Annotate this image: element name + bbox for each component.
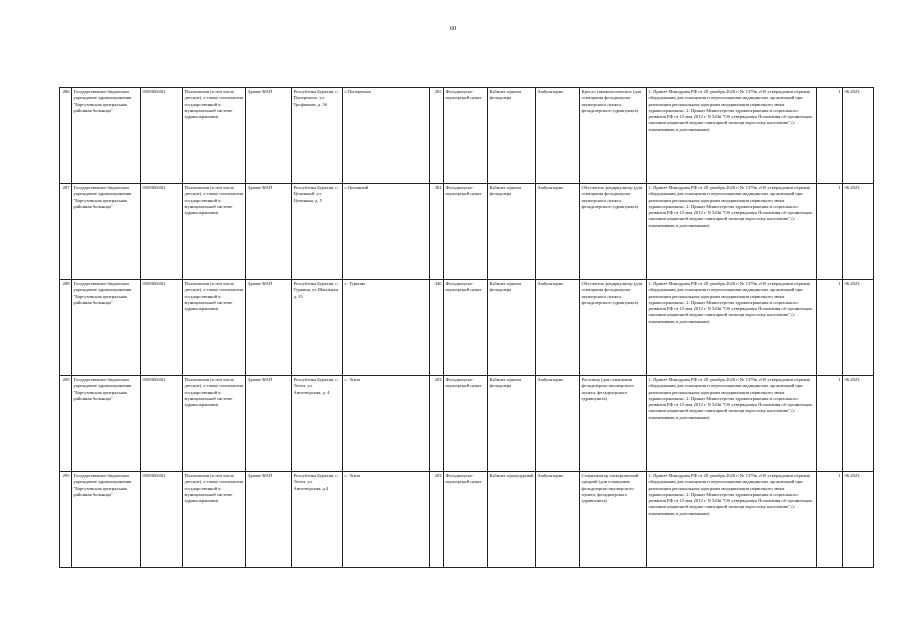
cell-code: 0305002002 <box>141 184 183 280</box>
cell-care: Амбулаторно <box>536 88 580 184</box>
cell-scope: Полномочия (в том числе детские), а также полномочия государственной в муниципальной системе здравоохранения. <box>183 280 246 376</box>
cell-scope: Полномочия (в том числе детские), а также полномочия государственной в муниципальной системе здравоохранения. <box>183 472 246 568</box>
cell-org: Государственное бюджетное учреждение здравоохранения "Баргузинская центральная районная больница" <box>72 376 141 472</box>
cell-unit: Фельдшерско-акушерский пункт <box>444 88 488 184</box>
cell-qty: 1 <box>817 184 843 280</box>
cell-population: 381 <box>430 184 444 280</box>
equipment-table <box>59 87 874 568</box>
cell-qty: 1 <box>817 376 843 472</box>
cell-population: 203 <box>430 376 444 472</box>
cell-equipment: Кресло гинекологическое (для оснащения фельдшерско-акушерского пункта, фельдшерского здравпункта) <box>580 88 647 184</box>
cell-address: Республика Бурятия, с. Эгита, ул. Автотворская, д.4 <box>292 472 343 568</box>
cell-no: 290 <box>60 472 72 568</box>
cell-settlement: с. Эгита <box>343 472 430 568</box>
cell-date: 06.2023 <box>843 184 874 280</box>
cell-settlement: с. Туркина <box>343 280 430 376</box>
table-row <box>60 184 874 280</box>
cell-no: 286 <box>60 88 72 184</box>
cell-qty: 1 <box>817 280 843 376</box>
cell-unit: Фельдшерско-акушерский пункт <box>444 280 488 376</box>
cell-date: 06.2023 <box>843 280 874 376</box>
cell-room: Кабинет приема фельдшера <box>488 88 536 184</box>
cell-type: Здание ФАП <box>246 184 292 280</box>
cell-no: 288 <box>60 280 72 376</box>
cell-code: 0305002002 <box>141 472 183 568</box>
cell-address: Республика Бурятия, с. Туркина, ул.Школьная, д. 15 <box>292 280 343 376</box>
table-row <box>60 472 874 568</box>
cell-basis: 1. Приказ Минздрава РФ от 28 декабря 2020 г. № 1379н «Об утверждении перечня оборудования для оснащения и переоснащения медицинских организаций при реализации региональных программ модернизации первичного звена здравоохранения». 2. Приказ Министерства здравоохранения и социального развития РФ от 15 мая 2012 г. N 543н "Об утверждении Положения об организации оказания первичной медико-санитарной помощи взрослому населению" (с изменениями и дополнениями) <box>647 376 817 472</box>
cell-population: 203 <box>430 472 444 568</box>
cell-date: 06.2023 <box>843 88 874 184</box>
table-row <box>60 376 874 472</box>
cell-settlement: с. Эгита <box>343 376 430 472</box>
cell-no: 289 <box>60 376 72 472</box>
cell-address: Республика Бурятия, с. Эгита, ул. Автотворская, д. 4 <box>292 376 343 472</box>
cell-room: Кабинет приема фельдшера <box>488 376 536 472</box>
cell-care: Амбулаторно <box>536 280 580 376</box>
cell-population: 440 <box>430 280 444 376</box>
cell-address: Республика Бурятия, с. Поперечное, ул. Трофимова, д. 5б <box>292 88 343 184</box>
cell-room: Кабинет приема фельдшера <box>488 280 536 376</box>
cell-type: Здание ФАП <box>246 376 292 472</box>
cell-unit: Фельдшерско-акушерский пункт <box>444 184 488 280</box>
cell-scope: Полномочия (в том числе детские), а также полномочия государственной в муниципальной системе здравоохранения. <box>183 184 246 280</box>
cell-no: 287 <box>60 184 72 280</box>
cell-org: Государственное бюджетное учреждение здравоохранения "Баргузинская центральная районная больница" <box>72 472 141 568</box>
cell-qty: 1 <box>817 88 843 184</box>
cell-basis: 1. Приказ Минздрава РФ от 28 декабря 2020 г. № 1379н «Об утверждении перечня оборудования для оснащения и переоснащения медицинских организаций при реализации региональных программ модернизации первичного звена здравоохранения». 2. Приказ Министерства здравоохранения и социального развития РФ от 15 мая 2012 г. N 543н "Об утверждении Положения об организации оказания первичной медико-санитарной помощи взрослому населению" (с изменениями и дополнениями) <box>647 280 817 376</box>
cell-basis: 1. Приказ Минздрава РФ от 28 декабря 2020 г. № 1379н «Об утверждении перечня оборудования для оснащения и переоснащения медицинских организаций при реализации региональных программ модернизации первичного звена здравоохранения». 2. Приказ Министерства здравоохранения и социального развития РФ от 15 мая 2012 г. N 543н "Об утверждении Положения об организации оказания первичной медико-санитарной помощи взрослому населению" (с изменениями и дополнениями) <box>647 88 817 184</box>
page-number: 60 <box>449 25 457 32</box>
cell-code: 0305002002 <box>141 376 183 472</box>
cell-equipment: Стерилизатор электрический средний (для оснащения фельдшерско-акушерского пункта, фельдшерского здравпункта) <box>580 472 647 568</box>
cell-code: 0305002002 <box>141 88 183 184</box>
cell-settlement: с.Поперечное <box>343 88 430 184</box>
cell-code: 0305002002 <box>141 280 183 376</box>
cell-care: Амбулаторно <box>536 184 580 280</box>
cell-scope: Полномочия (в том числе детские), а также полномочия государственной в муниципальной системе здравоохранения. <box>183 88 246 184</box>
cell-org: Государственное бюджетное учреждение здравоохранения "Баргузинская центральная районная больница" <box>72 184 141 280</box>
cell-care: Амбулаторно <box>536 376 580 472</box>
table-row <box>60 88 874 184</box>
cell-type: Здание ФАП <box>246 280 292 376</box>
cell-unit: Фельдшерско-акушерский пункт <box>444 472 488 568</box>
cell-scope: Полномочия (в том числе детские), а также полномочия государственной в муниципальной системе здравоохранения. <box>183 376 246 472</box>
cell-basis: 1. Приказ Минздрава РФ от 28 декабря 2020 г. № 1379н «Об утверждении перечня оборудования для оснащения и переоснащения медицинских организаций при реализации региональных программ модернизации первичного звена здравоохранения». 2. Приказ Министерства здравоохранения и социального развития РФ от 15 мая 2012 г. N 543н "Об утверждении Положения об организации оказания первичной медико-санитарной помощи взрослому населению" (с изменениями и дополнениями) <box>647 184 817 280</box>
cell-equipment: Ростомер (для оснащения фельдшерско-акушерского пункта, фельдшерского здравпункта) <box>580 376 647 472</box>
cell-room: Кабинет приема фельдшера <box>488 184 536 280</box>
cell-org: Государственное бюджетное учреждение здравоохранения "Баргузинская центральная районная больница" <box>72 280 141 376</box>
cell-basis: 1. Приказ Минздрава РФ от 28 декабря 2020 г. № 1379н «Об утверждении перечня оборудования для оснащения и переоснащения медицинских организаций при реализации региональных программ модернизации первичного звена здравоохранения». 2. Приказ Министерства здравоохранения и социального развития РФ от 15 мая 2012 г. N 543н "Об утверждении Положения об организации оказания первичной медико-санитарной помощи взрослому населению" (с изменениями и дополнениями) <box>647 472 817 568</box>
cell-care: Амбулаторно <box>536 472 580 568</box>
cell-unit: Фельдшерско-акушерский пункт <box>444 376 488 472</box>
cell-type: Здание ФАП <box>246 472 292 568</box>
table-row <box>60 280 874 376</box>
cell-type: Здание ФАП <box>246 88 292 184</box>
cell-room: Кабинет процедурный <box>488 472 536 568</box>
cell-org: Государственное бюджетное учреждение здравоохранения "Баргузинская центральная районная больница" <box>72 88 141 184</box>
cell-qty: 1 <box>817 472 843 568</box>
cell-address: Республика Бурятия, с. Целинный, ул. Целинная, д. 5 <box>292 184 343 280</box>
cell-equipment: Облучатель-рециркулятор (для оснащения фельдшерско-акушерского пункта, фельдшерского здравпункта) <box>580 184 647 280</box>
cell-population: 265 <box>430 88 444 184</box>
cell-date: 06.2023 <box>843 376 874 472</box>
cell-equipment: Облучатель-рециркулятор (для оснащения фельдшерско-акушерского пункта, фельдшерского здравпункта) <box>580 280 647 376</box>
cell-settlement: с.Целинный <box>343 184 430 280</box>
cell-date: 06.2023 <box>843 472 874 568</box>
